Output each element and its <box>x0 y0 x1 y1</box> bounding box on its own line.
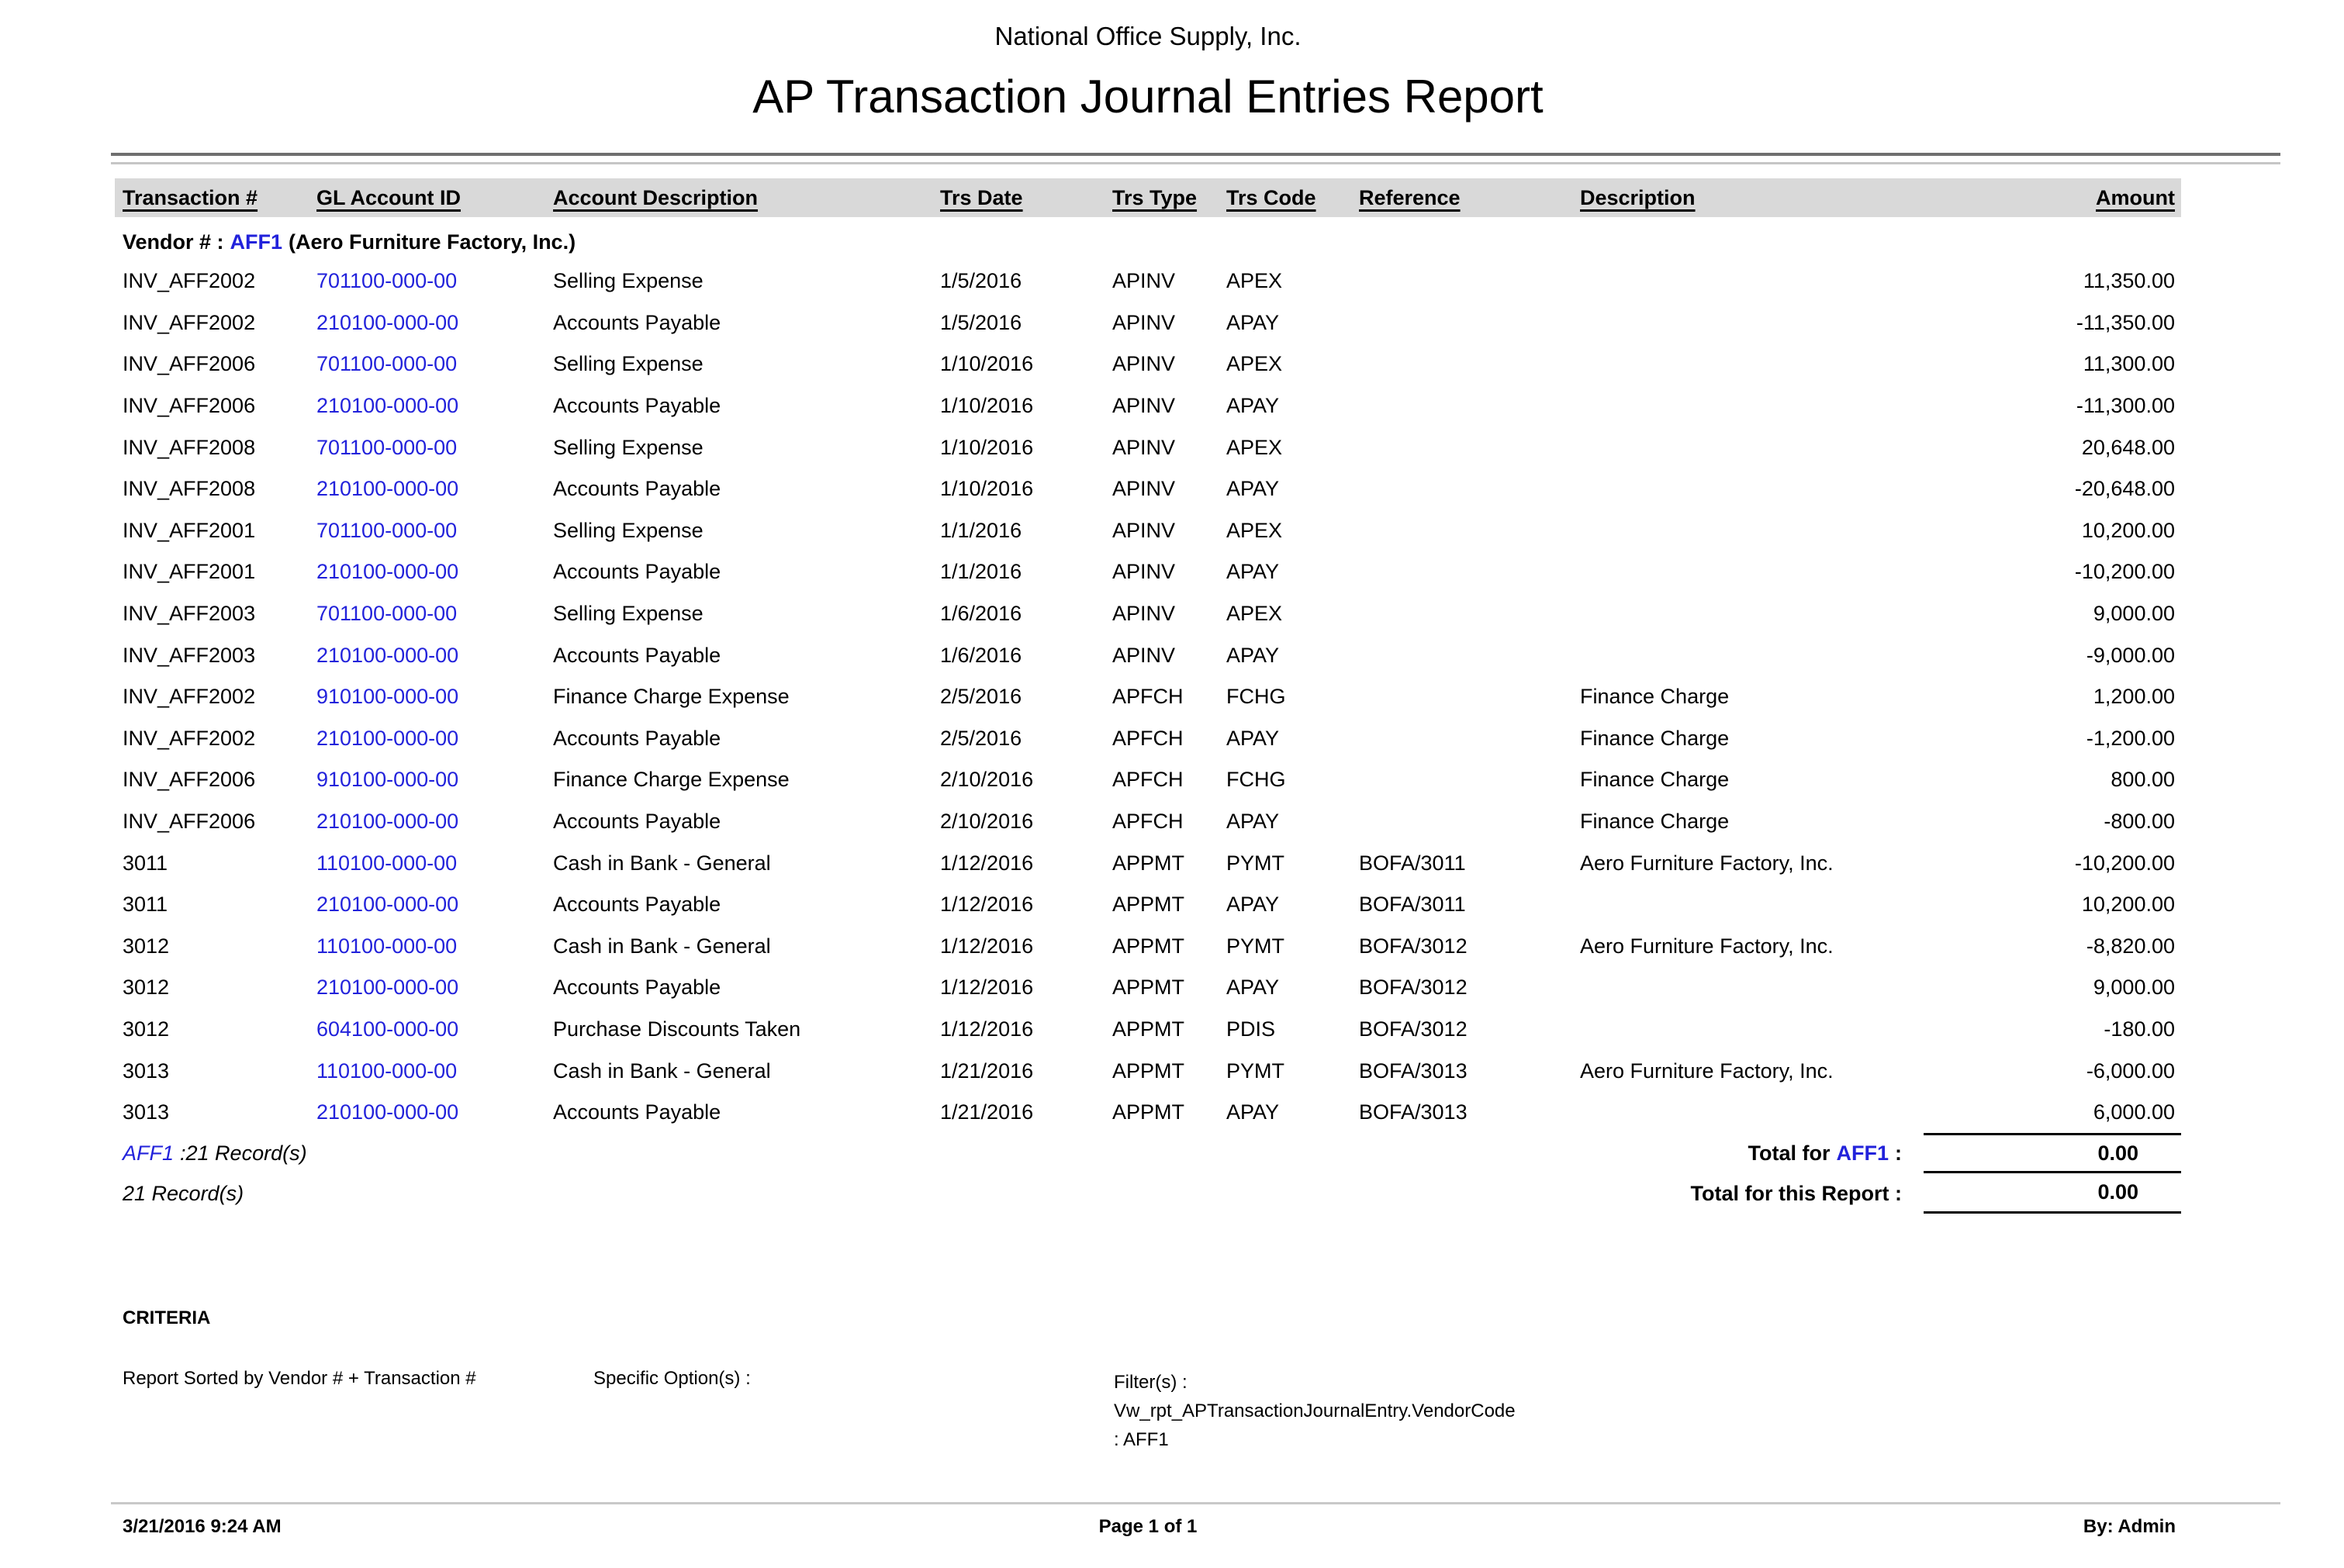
cell-trs-code: APAY <box>1226 643 1280 667</box>
column-header-account-description: Account Description <box>553 185 759 209</box>
cell-transaction-number: INV_AFF2003 <box>123 643 256 667</box>
cell-transaction-number: 3011 <box>123 893 168 917</box>
cell-transaction-number: INV_AFF2001 <box>123 518 256 542</box>
cell-trs-type: APPMT <box>1112 1017 1185 1041</box>
column-header-reference: Reference <box>1359 185 1461 209</box>
table-row <box>115 718 2181 760</box>
cell-transaction-number: INV_AFF2008 <box>123 435 256 459</box>
cell-trs-type: APPMT <box>1112 893 1185 917</box>
cell-gl-account-link[interactable]: 210100-000-00 <box>316 976 459 1000</box>
column-header-description: Description <box>1580 185 1696 209</box>
cell-account-description: Purchase Discounts Taken <box>553 1017 801 1041</box>
cell-trs-type: APINV <box>1112 435 1176 459</box>
table-row <box>115 593 2181 635</box>
cell-trs-date: 2/5/2016 <box>940 685 1022 709</box>
cell-amount: -1,200.00 <box>2086 726 2175 750</box>
column-header-trs-type: Trs Type <box>1112 185 1198 209</box>
cell-amount: 6,000.00 <box>2093 1100 2175 1124</box>
table-row <box>115 634 2181 676</box>
cell-account-description: Accounts Payable <box>553 810 721 834</box>
report-total-label: Total for this Report : <box>1690 1181 1902 1205</box>
cell-account-description: Cash in Bank - General <box>553 1059 771 1083</box>
cell-reference: BOFA/3012 <box>1359 934 1468 958</box>
cell-trs-code: APEX <box>1226 352 1283 376</box>
cell-trs-type: APINV <box>1112 477 1176 501</box>
vendor-group-header <box>115 223 2181 261</box>
cell-trs-date: 2/10/2016 <box>940 810 1034 834</box>
header-rule-light <box>111 162 2280 164</box>
cell-gl-account-link[interactable]: 210100-000-00 <box>316 726 459 750</box>
criteria-heading: CRITERIA <box>123 1307 211 1328</box>
criteria-section <box>123 1368 2217 1492</box>
cell-trs-code: APAY <box>1226 560 1280 584</box>
cell-description: Finance Charge <box>1580 810 1730 834</box>
table-row <box>115 967 2181 1009</box>
cell-description: Finance Charge <box>1580 768 1730 792</box>
cell-trs-type: APPMT <box>1112 851 1185 875</box>
cell-trs-type: APPMT <box>1112 934 1185 958</box>
group-record-count <box>115 1141 1278 1166</box>
cell-transaction-number: 3013 <box>123 1100 170 1124</box>
cell-account-description: Selling Expense <box>553 518 704 542</box>
cell-trs-code: APAY <box>1226 477 1280 501</box>
cell-trs-date: 2/5/2016 <box>940 726 1022 750</box>
cell-trs-date: 1/12/2016 <box>940 851 1034 875</box>
cell-trs-date: 1/6/2016 <box>940 643 1022 667</box>
cell-trs-code: PYMT <box>1226 1059 1285 1083</box>
cell-trs-date: 1/5/2016 <box>940 269 1022 293</box>
cell-trs-type: APINV <box>1112 560 1176 584</box>
cell-trs-date: 1/10/2016 <box>940 477 1034 501</box>
cell-trs-date: 1/12/2016 <box>940 1017 1034 1041</box>
cell-account-description: Finance Charge Expense <box>553 685 790 709</box>
cell-gl-account-link[interactable]: 701100-000-00 <box>316 518 458 542</box>
header-rule-dark <box>111 153 2280 156</box>
vendor-code-link[interactable]: AFF1 <box>230 230 283 254</box>
cell-transaction-number: INV_AFF2002 <box>123 685 256 709</box>
cell-trs-type: APFCH <box>1112 685 1184 709</box>
table-row <box>115 1092 2181 1134</box>
cell-account-description: Accounts Payable <box>553 560 721 584</box>
table-row <box>115 468 2181 510</box>
table-row <box>115 344 2181 385</box>
footer-rule <box>111 1502 2280 1504</box>
cell-amount: 10,200.00 <box>2081 518 2175 542</box>
cell-transaction-number: INV_AFF2006 <box>123 810 256 834</box>
group-total-label-suffix: : <box>1895 1141 1902 1165</box>
cell-amount: 800.00 <box>2111 768 2175 792</box>
cell-account-description: Selling Expense <box>553 435 704 459</box>
cell-gl-account-link[interactable]: 701100-000-00 <box>316 269 458 293</box>
table-row <box>115 926 2181 968</box>
cell-trs-date: 1/10/2016 <box>940 435 1034 459</box>
cell-trs-code: PDIS <box>1226 1017 1276 1041</box>
table-row <box>115 261 2181 302</box>
cell-trs-date: 1/21/2016 <box>940 1100 1034 1124</box>
cell-trs-code: APEX <box>1226 269 1283 293</box>
group-total-label-prefix: Total for <box>1748 1141 1831 1165</box>
column-header-trs-date: Trs Date <box>940 185 1023 209</box>
cell-account-description: Finance Charge Expense <box>553 768 790 792</box>
cell-trs-date: 1/1/2016 <box>940 518 1022 542</box>
cell-amount: 10,200.00 <box>2081 893 2175 917</box>
cell-account-description: Selling Expense <box>553 269 704 293</box>
cell-reference: BOFA/3012 <box>1359 1017 1468 1041</box>
cell-account-description: Accounts Payable <box>553 1100 721 1124</box>
footer <box>115 1514 2181 1540</box>
cell-transaction-number: INV_AFF2002 <box>123 310 256 334</box>
table-row <box>115 1050 2181 1092</box>
cell-account-description: Accounts Payable <box>553 394 721 418</box>
cell-trs-date: 1/5/2016 <box>940 310 1022 334</box>
table-row <box>115 510 2181 552</box>
cell-gl-account-link[interactable]: 701100-000-00 <box>316 602 458 626</box>
footer-datetime: 3/21/2016 9:24 AM <box>123 1516 282 1537</box>
cell-gl-account-link[interactable]: 210100-000-00 <box>316 310 459 334</box>
table-row <box>115 1009 2181 1051</box>
cell-amount: -20,648.00 <box>2074 477 2175 501</box>
cell-transaction-number: 3013 <box>123 1059 170 1083</box>
cell-reference: BOFA/3011 <box>1359 893 1466 917</box>
table-row <box>115 842 2181 884</box>
cell-gl-account-link[interactable]: 210100-000-00 <box>316 810 459 834</box>
cell-transaction-number: INV_AFF2003 <box>123 602 256 626</box>
footer-printed-by: By: Admin <box>2083 1516 2176 1537</box>
cell-trs-date: 1/1/2016 <box>940 560 1022 584</box>
cell-trs-code: APAY <box>1226 1100 1280 1124</box>
cell-amount: 9,000.00 <box>2093 602 2175 626</box>
cell-trs-type: APFCH <box>1112 768 1184 792</box>
cell-gl-account-link[interactable]: 210100-000-00 <box>316 560 459 584</box>
criteria-filters-label: Filter(s) : <box>1114 1372 1188 1393</box>
table-row <box>115 551 2181 593</box>
cell-reference: BOFA/3013 <box>1359 1059 1468 1083</box>
vendor-name: (Aero Furniture Factory, Inc.) <box>289 230 576 254</box>
cell-account-description: Accounts Payable <box>553 726 721 750</box>
criteria-filter-field: Vw_rpt_APTransactionJournalEntry.VendorCode <box>1114 1400 1516 1421</box>
cell-description: Aero Furniture Factory, Inc. <box>1580 851 1834 875</box>
cell-account-description: Accounts Payable <box>553 643 721 667</box>
table-row <box>115 302 2181 344</box>
group-records-text: :21 Record(s) <box>180 1141 307 1165</box>
criteria-specific-options-label: Specific Option(s) : <box>593 1368 751 1389</box>
cell-gl-account-link[interactable]: 210100-000-00 <box>316 643 459 667</box>
cell-trs-type: APINV <box>1112 643 1176 667</box>
cell-trs-code: PYMT <box>1226 851 1285 875</box>
cell-gl-account-link[interactable]: 910100-000-00 <box>316 685 459 709</box>
cell-transaction-number: INV_AFF2002 <box>123 726 256 750</box>
cell-trs-type: APINV <box>1112 352 1176 376</box>
cell-amount: -8,820.00 <box>2086 934 2175 958</box>
vendor-label: Vendor # : <box>123 230 224 254</box>
cell-trs-date: 1/6/2016 <box>940 602 1022 626</box>
cell-trs-type: APPMT <box>1112 1100 1185 1124</box>
cell-gl-account-link[interactable]: 110100-000-00 <box>316 851 458 875</box>
cell-transaction-number: 3012 <box>123 1017 170 1041</box>
cell-transaction-number: INV_AFF2006 <box>123 768 256 792</box>
cell-gl-account-link[interactable]: 110100-000-00 <box>316 1059 458 1083</box>
footer-page-number: Page 1 of 1 <box>1098 1516 1198 1537</box>
column-header-gl-account-id: GL Account ID <box>316 185 462 209</box>
cell-transaction-number: INV_AFF2008 <box>123 477 256 501</box>
cell-transaction-number: 3012 <box>123 976 170 1000</box>
cell-transaction-number: INV_AFF2006 <box>123 352 256 376</box>
cell-trs-code: APEX <box>1226 602 1283 626</box>
criteria-sorted-by: Report Sorted by Vendor # + Transaction # <box>123 1368 476 1389</box>
cell-trs-code: APEX <box>1226 518 1283 542</box>
criteria-filters <box>1114 1368 1703 1454</box>
cell-description: Finance Charge <box>1580 685 1730 709</box>
cell-amount: 11,300.00 <box>2083 352 2175 376</box>
transactions-table <box>115 178 2181 1214</box>
cell-gl-account-link[interactable]: 604100-000-00 <box>316 1017 459 1041</box>
cell-account-description: Cash in Bank - General <box>553 851 771 875</box>
cell-trs-date: 1/12/2016 <box>940 893 1034 917</box>
cell-amount: 20,648.00 <box>2081 435 2175 459</box>
cell-transaction-number: 3011 <box>123 851 168 875</box>
report-title: AP Transaction Journal Entries Report <box>752 71 1544 123</box>
criteria-filter-value: : AFF1 <box>1114 1429 1169 1450</box>
cell-gl-account-link[interactable]: 910100-000-00 <box>316 768 459 792</box>
cell-gl-account-link[interactable]: 110100-000-00 <box>316 934 458 958</box>
cell-trs-code: APAY <box>1226 810 1280 834</box>
cell-trs-date: 1/21/2016 <box>940 1059 1034 1083</box>
cell-transaction-number: INV_AFF2002 <box>123 269 256 293</box>
report-record-count: 21 Record(s) <box>123 1181 244 1205</box>
cell-gl-account-link[interactable]: 701100-000-00 <box>316 352 458 376</box>
cell-description: Aero Furniture Factory, Inc. <box>1580 934 1834 958</box>
cell-trs-date: 1/12/2016 <box>940 934 1034 958</box>
cell-amount: -10,200.00 <box>2074 851 2175 875</box>
group-records-vendor-code-link[interactable]: AFF1 <box>123 1141 175 1165</box>
cell-trs-code: PYMT <box>1226 934 1285 958</box>
cell-trs-date: 1/10/2016 <box>940 394 1034 418</box>
cell-trs-type: APINV <box>1112 269 1176 293</box>
cell-account-description: Accounts Payable <box>553 477 721 501</box>
cell-trs-date: 1/10/2016 <box>940 352 1034 376</box>
cell-account-description: Selling Expense <box>553 352 704 376</box>
cell-account-description: Cash in Bank - General <box>553 934 771 958</box>
cell-trs-type: APINV <box>1112 394 1176 418</box>
cell-amount: -11,350.00 <box>2076 310 2175 334</box>
column-header-amount: Amount <box>2096 185 2175 209</box>
cell-trs-type: APFCH <box>1112 726 1184 750</box>
cell-trs-code: APAY <box>1226 893 1280 917</box>
table-row <box>115 427 2181 468</box>
cell-amount: -6,000.00 <box>2086 1059 2175 1083</box>
cell-gl-account-link[interactable]: 210100-000-00 <box>316 394 459 418</box>
cell-amount: 1,200.00 <box>2093 685 2175 709</box>
group-total-vendor-code-link[interactable]: AFF1 <box>1836 1141 1889 1165</box>
cell-gl-account-link[interactable]: 210100-000-00 <box>316 477 459 501</box>
cell-trs-code: APAY <box>1226 726 1280 750</box>
column-header-transaction-number: Transaction # <box>123 185 258 209</box>
cell-trs-code: APAY <box>1226 394 1280 418</box>
cell-account-description: Accounts Payable <box>553 976 721 1000</box>
table-header-row <box>115 178 2181 217</box>
cell-amount: -180.00 <box>2104 1017 2175 1041</box>
cell-gl-account-link[interactable]: 210100-000-00 <box>316 893 459 917</box>
cell-description: Finance Charge <box>1580 726 1730 750</box>
group-total-row <box>115 1133 2181 1173</box>
cell-transaction-number: 3012 <box>123 934 170 958</box>
cell-trs-code: APAY <box>1226 310 1280 334</box>
report-total-value: 0.00 <box>1924 1173 2181 1214</box>
cell-trs-type: APPMT <box>1112 1059 1185 1083</box>
cell-transaction-number: INV_AFF2001 <box>123 560 256 584</box>
cell-reference: BOFA/3012 <box>1359 976 1468 1000</box>
cell-description: Aero Furniture Factory, Inc. <box>1580 1059 1834 1083</box>
table-row <box>115 759 2181 801</box>
cell-gl-account-link[interactable]: 701100-000-00 <box>316 435 458 459</box>
cell-amount: 11,350.00 <box>2083 269 2175 293</box>
cell-trs-date: 1/12/2016 <box>940 976 1034 1000</box>
cell-trs-code: APEX <box>1226 435 1283 459</box>
cell-amount: -9,000.00 <box>2086 643 2175 667</box>
cell-trs-type: APINV <box>1112 310 1176 334</box>
cell-trs-date: 2/10/2016 <box>940 768 1034 792</box>
cell-amount: 9,000.00 <box>2093 976 2175 1000</box>
cell-trs-code: FCHG <box>1226 768 1286 792</box>
cell-account-description: Accounts Payable <box>553 310 721 334</box>
cell-account-description: Selling Expense <box>553 602 704 626</box>
company-name: National Office Supply, Inc. <box>994 22 1302 50</box>
table-body <box>115 261 2181 1133</box>
cell-trs-code: FCHG <box>1226 685 1286 709</box>
cell-amount: -11,300.00 <box>2076 394 2175 418</box>
cell-reference: BOFA/3013 <box>1359 1100 1468 1124</box>
cell-trs-type: APPMT <box>1112 976 1185 1000</box>
cell-amount: -800.00 <box>2104 810 2175 834</box>
cell-trs-type: APINV <box>1112 602 1176 626</box>
cell-trs-type: APINV <box>1112 518 1176 542</box>
cell-gl-account-link[interactable]: 210100-000-00 <box>316 1100 459 1124</box>
column-header-trs-code: Trs Code <box>1226 185 1316 209</box>
cell-transaction-number: INV_AFF2006 <box>123 394 256 418</box>
cell-amount: -10,200.00 <box>2074 560 2175 584</box>
cell-trs-type: APFCH <box>1112 810 1184 834</box>
table-row <box>115 676 2181 718</box>
report-total-row <box>115 1173 2181 1214</box>
cell-trs-code: APAY <box>1226 976 1280 1000</box>
cell-reference: BOFA/3011 <box>1359 851 1466 875</box>
group-total-value: 0.00 <box>1924 1133 2181 1173</box>
table-row <box>115 385 2181 427</box>
table-row <box>115 801 2181 843</box>
cell-account-description: Accounts Payable <box>553 893 721 917</box>
group-total-label <box>1278 1141 1924 1166</box>
table-row <box>115 884 2181 926</box>
